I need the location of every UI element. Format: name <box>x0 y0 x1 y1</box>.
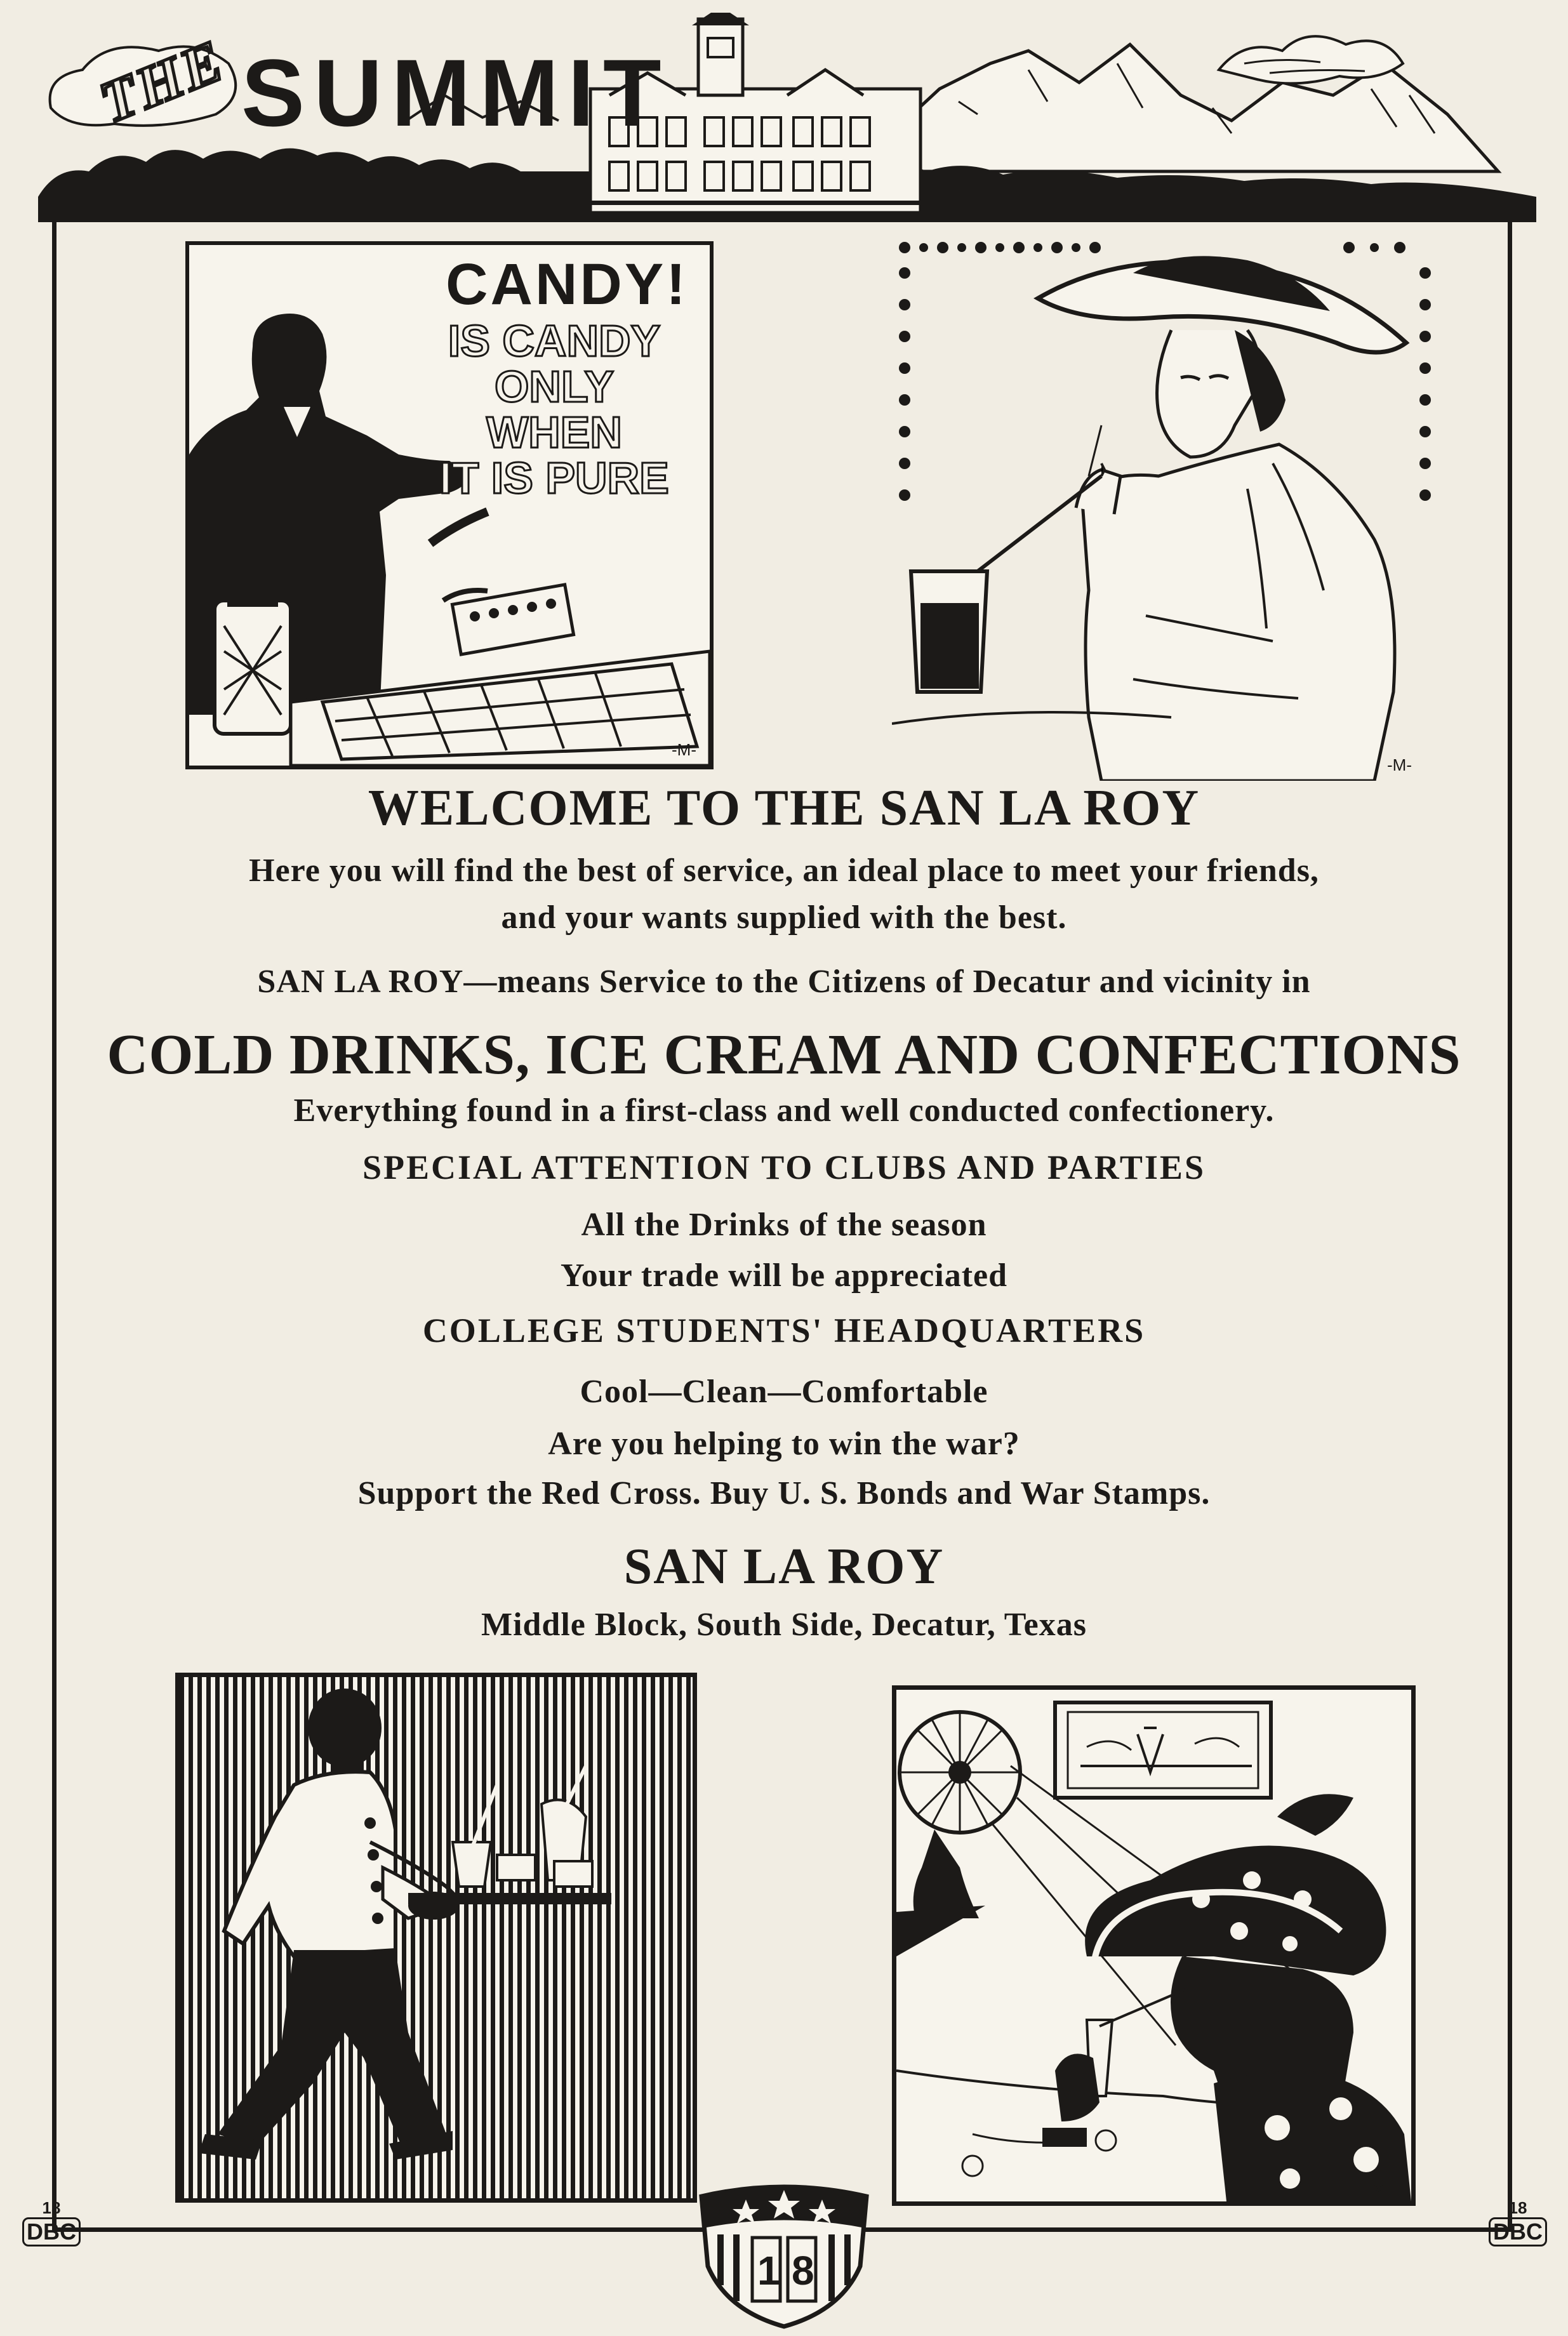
red-cross-line: Support the Red Cross. Buy U. S. Bonds and War Stamps. <box>357 1475 1211 1511</box>
fan-lady-signature: -M- <box>1366 2179 1391 2198</box>
store-address: Middle Block, South Side, Decatur, Texas <box>481 1607 1087 1643</box>
lady-soda-illustration <box>892 235 1438 781</box>
corner-mark-left <box>22 2200 81 2246</box>
candy-heading: CANDY! <box>446 252 688 317</box>
shield-drawing <box>695 2184 873 2330</box>
war-question-line: Are you helping to win the war? <box>548 1426 1020 1462</box>
welcome-heading: WELCOME TO THE SAN LA ROY <box>368 780 1200 836</box>
candy-line-3: WHEN <box>486 408 622 457</box>
shield-emblem <box>695 2184 873 2330</box>
college-hq-line: COLLEGE STUDENTS' HEADQUARTERS <box>422 1311 1146 1350</box>
lady-soda-drawing <box>892 235 1438 781</box>
fan-lady-illustration <box>892 1685 1416 2206</box>
candy-signature: -M- <box>672 740 696 759</box>
fan-lady-drawing <box>896 1690 1411 2201</box>
means-line: SAN LA ROY—means Service to the Citizens of Decatur and vicinity in <box>257 964 1311 1000</box>
candy-line-4: IT IS PURE <box>439 453 669 503</box>
shield-digit-left: 1 <box>757 2248 780 2293</box>
store-name: SAN LA ROY <box>623 1539 945 1595</box>
corner-year-right: 18 <box>1508 2198 1527 2217</box>
lady-soda-signature: -M- <box>1387 755 1412 774</box>
intro-line-2: and your wants supplied with the best. <box>501 899 1067 936</box>
shield-digit-right: 8 <box>792 2248 814 2293</box>
corner-year-left: 18 <box>42 2198 61 2217</box>
trade-line: Your trade will be appreciated <box>560 1258 1008 1294</box>
candy-slogan <box>389 251 719 501</box>
corner-initials-left: DBC <box>22 2217 81 2246</box>
intro-paragraph <box>102 847 1466 941</box>
special-attention-line: SPECIAL ATTENTION TO CLUBS AND PARTIES <box>362 1148 1206 1186</box>
candy-line-2: IS CANDY ONLY <box>448 316 661 411</box>
corner-initials-right: DBC <box>1489 2217 1547 2246</box>
masthead-title: SUMMIT <box>241 39 670 146</box>
masthead-the: THE <box>91 27 234 135</box>
masthead <box>38 13 1536 222</box>
drinks-season-line: All the Drinks of the season <box>581 1207 987 1243</box>
cool-clean-line: Cool—Clean—Comfortable <box>580 1374 988 1410</box>
waiter-illustration <box>175 1673 697 2203</box>
candy-illustration <box>185 241 714 769</box>
intro-line-1: Here you will find the best of service, an ideal place to meet your friends, <box>249 853 1319 889</box>
everything-line: Everything found in a first-class and well conducted confectionery. <box>293 1092 1275 1129</box>
waiter-drawing <box>180 1677 693 2198</box>
cold-drinks-heading: COLD DRINKS, ICE CREAM AND CONFECTIONS <box>107 1023 1461 1086</box>
corner-mark-right <box>1489 2200 1547 2246</box>
